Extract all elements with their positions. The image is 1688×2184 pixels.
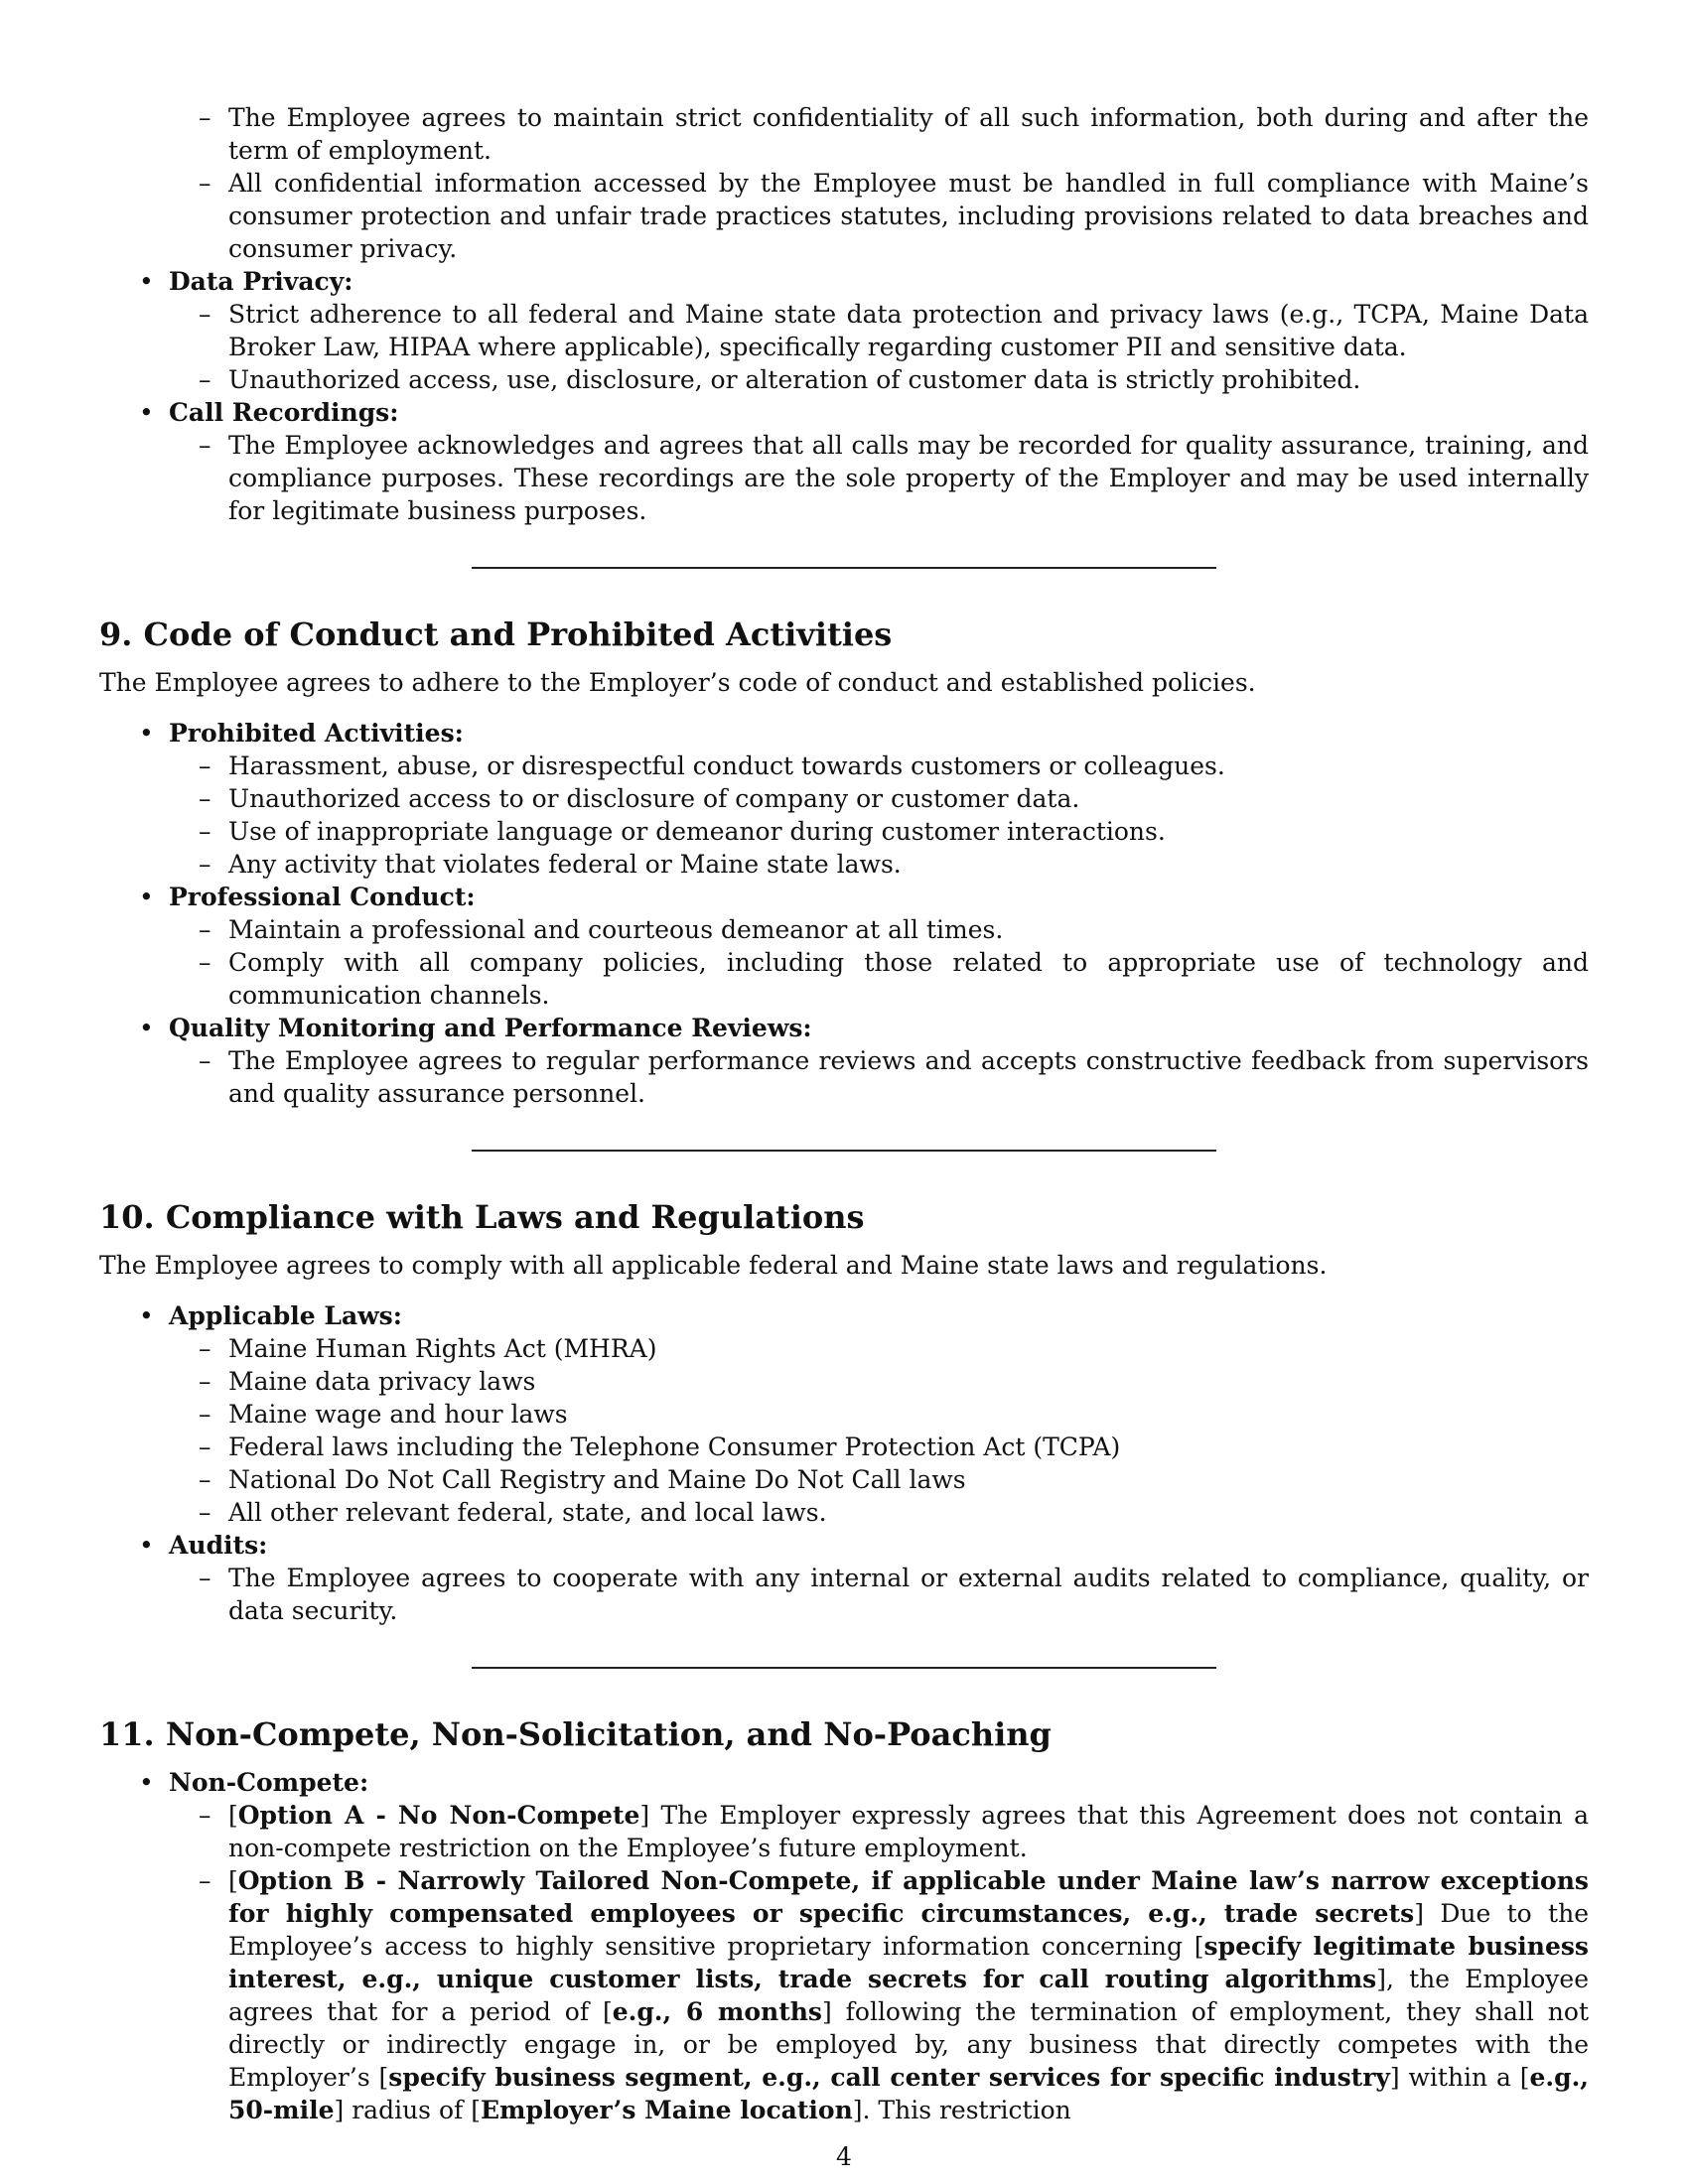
option-b-item (228, 1864, 1589, 2126)
text-run: ] (639, 1801, 650, 1830)
bullet-label: Call Recordings: (169, 398, 399, 427)
section-divider (472, 1667, 1216, 1669)
bullet-applicable-laws (169, 1299, 1589, 1529)
page-number: 4 (836, 2142, 852, 2171)
section-10-bullets (99, 1299, 1589, 1627)
bullet-quality-monitoring (169, 1012, 1589, 1110)
list-item: – Harassment, abuse, or disrespectful conduct towards customers or colleagues. (228, 750, 1589, 782)
list-item: – Maine wage and hour laws (228, 1398, 1589, 1431)
text-run: [ (228, 1801, 238, 1830)
sub-list (169, 1562, 1589, 1627)
section-heading: 9. Code of Conduct and Prohibited Activities (99, 615, 893, 653)
bullet-non-compete (169, 1766, 1589, 2126)
section-heading: 10. Compliance with Laws and Regulations (99, 1198, 865, 1236)
bullet-label: Professional Conduct: (169, 883, 476, 911)
bullet-label: Non-Compete: (169, 1768, 369, 1797)
section-heading: 11. Non-Compete, Non-Solicitation, and No-Poaching (99, 1715, 1052, 1753)
sub-list (169, 1332, 1589, 1529)
text-run: [ (228, 1866, 238, 1895)
text-run: ] within a [ (1389, 2063, 1530, 2092)
list-item: – Unauthorized access, use, disclosure, or alteration of customer data is strictly prohibited. (228, 363, 1589, 396)
bold-run: specify business segment, e.g., call center services for specific industry (388, 2063, 1390, 2092)
sub-list (169, 1044, 1589, 1110)
text-run: ] Due to the Employee’s access to highly sensitive proprietary information concerning [ (228, 1899, 1589, 1961)
list-item: – Comply with all company policies, including those related to appropriate use of technology and communication channels. (228, 946, 1589, 1012)
section-8-bullets (99, 265, 1589, 527)
section-11-bullets (99, 1766, 1589, 2126)
bullet-label: Applicable Laws: (169, 1301, 402, 1330)
section-intro: The Employee agrees to comply with all applicable federal and Maine state laws and regulations. (99, 1251, 1328, 1280)
option-a-item (228, 1799, 1589, 1864)
list-item: – Unauthorized access to or disclosure of company or customer data. (228, 782, 1589, 815)
sub-list (169, 913, 1589, 1012)
section-11 (99, 1714, 1589, 2126)
sub-list (169, 750, 1589, 881)
text-run: ]. This restriction (852, 2096, 1071, 2124)
list-item: – Any activity that violates federal or Maine state laws. (228, 848, 1589, 881)
bold-run: specify legitimate business interest, e.g., unique customer lists, trade secrets for call routing algorithms (228, 1932, 1590, 1993)
list-item: – The Employee agrees to regular performance reviews and accepts constructive feedback from supervisors and quality assurance personnel. (228, 1044, 1589, 1110)
bold-run: Employer’s Maine location (480, 2096, 853, 2124)
text-run: ] radius of [ (334, 2096, 481, 2124)
list-item: – Use of inappropriate language or demeanor during customer interactions. (228, 815, 1589, 848)
confidentiality-list (99, 101, 1589, 265)
bullet-label: Data Privacy: (169, 267, 353, 296)
sub-list (169, 1799, 1589, 2126)
text-run: The Employer expressly agrees that this Agreement does not contain a non-compete restriction on the Employee’s future employment. (228, 1801, 1589, 1862)
bullet-data-privacy (169, 265, 1589, 396)
list-item: – Maintain a professional and courteous demeanor at all times. (228, 913, 1589, 946)
bold-run: e.g., 6 months (612, 1997, 822, 2026)
list-item: – Maine data privacy laws (228, 1365, 1589, 1398)
list-item: – All confidential information accessed by the Employee must be handled in full compliance with Maine’s consumer protection and unfair trade practices statutes, including provisions related to data breaches and consumer privacy. (228, 167, 1589, 265)
bullet-label: Quality Monitoring and Performance Reviews: (169, 1014, 812, 1042)
section-8-continuation (99, 101, 1589, 569)
bullet-professional-conduct (169, 881, 1589, 1012)
list-item: – The Employee agrees to maintain strict confidentiality of all such information, both during and after the term of employment. (228, 101, 1589, 167)
list-item: – Federal laws including the Telephone Consumer Protection Act (TCPA) (228, 1431, 1589, 1463)
page-content (99, 101, 1589, 2126)
sub-list (169, 298, 1589, 396)
bullet-label: Audits: (169, 1531, 268, 1560)
bold-run: e.g., 50-mile (228, 2063, 1589, 2124)
section-10 (99, 1197, 1589, 1669)
section-intro: The Employee agrees to adhere to the Employer’s code of conduct and established policies. (99, 668, 1256, 697)
bold-run: Option A - No Non-Compete (237, 1801, 640, 1830)
list-item: – Maine Human Rights Act (MHRA) (228, 1332, 1589, 1365)
list-item: – National Do Not Call Registry and Maine Do Not Call laws (228, 1463, 1589, 1496)
bullet-audits (169, 1529, 1589, 1627)
list-item: – Strict adherence to all federal and Maine state data protection and privacy laws (e.g., TCPA, Maine Data Broker Law, HIPAA where applicable), specifically regarding customer PII and sensitive data. (228, 298, 1589, 363)
bullet-label: Prohibited Activities: (169, 719, 464, 748)
list-item: – The Employee agrees to cooperate with any internal or external audits related to compliance, quality, or data security. (228, 1562, 1589, 1627)
bold-run: Option B - Narrowly Tailored Non-Compete, if applicable under Maine law’s narrow exceptions for highly compensated employees or specific circumstances, e.g., trade secrets (228, 1866, 1589, 1928)
section-9 (99, 614, 1589, 1152)
text-run: ] following the termination of employment, they shall not directly or indirectly engage in, or be employed by, any business that directly competes with the Employer’s [ (228, 1997, 1589, 2092)
text-run: ], the Employee agrees that for a period of [ (228, 1965, 1589, 2026)
section-divider (472, 567, 1216, 569)
sub-list (169, 429, 1589, 527)
section-divider (472, 1150, 1216, 1152)
bullet-call-recordings (169, 396, 1589, 527)
list-item: – All other relevant federal, state, and local laws. (228, 1496, 1589, 1529)
bullet-prohibited-activities (169, 717, 1589, 881)
list-item: – The Employee acknowledges and agrees that all calls may be recorded for quality assurance, training, and compliance purposes. These recordings are the sole property of the Employer and may be used internally for legitimate business purposes. (228, 429, 1589, 527)
section-9-bullets (99, 717, 1589, 1110)
